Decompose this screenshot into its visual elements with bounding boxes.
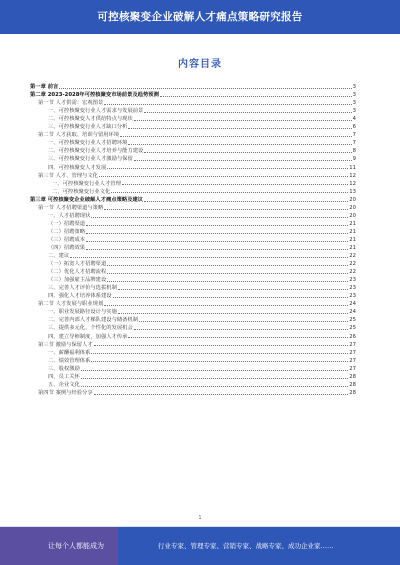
toc-entry-label: 五、企业文化 [48,381,80,388]
toc-entry-page: 12 [349,172,356,179]
toc-entry-page: 23 [349,277,356,284]
toc-dot-leader [104,104,351,105]
table-of-contents [30,82,356,396]
toc-entry-label: 第四节 案例与经验分享 [38,389,93,396]
toc-entry-page: 28 [349,389,356,396]
toc-entry-label: 第二节 人才发展与职业规划 [38,301,104,308]
toc-dot-leader [113,297,349,298]
toc-entry-label: 二、可控核聚变行业人才培养与能力建设 [48,148,144,155]
toc-entry-label: 三、提供多元化、个性化的发展机会 [48,325,133,332]
toc-entry[interactable] [30,331,356,339]
toc-entry-page: 12 [349,180,356,187]
toc-entry-page: 3 [352,84,356,91]
toc-entry[interactable] [30,122,356,130]
toc-entry-page: 4 [352,116,356,123]
toc-entry[interactable] [30,162,356,170]
toc-entry[interactable] [30,348,356,356]
toc-dot-leader [111,192,348,193]
toc-entry-label: 四、强化人才培养体系建设 [48,293,112,300]
toc-dot-leader [134,160,352,161]
toc-entry-page: 27 [349,349,356,356]
toc-dot-leader [81,370,348,371]
toc-entry-page: 3 [352,92,356,99]
toc-entry-label: 二、完善内部人才梯队建设与储备机制 [48,317,139,324]
toc-entry[interactable] [30,130,356,138]
toc-entry[interactable] [30,106,356,114]
toc-entry-label: 第一节 人才招聘渠道与策略 [38,204,104,211]
toc-entry[interactable] [30,251,356,259]
toc-entry-page: 23 [349,293,356,300]
toc-entry-page: 27 [349,357,356,364]
toc-entry[interactable] [30,179,356,187]
toc-entry-page: 11 [349,164,356,171]
toc-entry[interactable] [30,388,356,396]
toc-entry-page: 8 [352,148,356,155]
page-number: 1 [198,515,202,521]
toc-dot-leader [59,88,351,89]
toc-entry-label: （二）招聘策略 [48,228,86,235]
toc-entry[interactable] [30,380,356,388]
toc-entry-label: 四、可控核聚变人才发展 [48,164,107,171]
toc-dot-leader [70,257,348,258]
toc-entry-page: 22 [349,253,356,260]
toc-entry[interactable] [30,291,356,299]
toc-entry-label: 四、员工关怀 [48,373,80,380]
toc-entry[interactable] [30,372,356,380]
toc-entry[interactable] [30,243,356,251]
toc-entry-label: 一、薪酬福利体系 [48,349,91,356]
toc-dot-leader [91,361,348,362]
toc-entry[interactable] [30,267,356,275]
toc-entry-page: 28 [349,373,356,380]
toc-entry-label: 一、可控核聚变行业人才管理 [52,180,121,187]
toc-entry[interactable] [30,203,356,211]
toc-dot-leader [91,353,348,354]
toc-dot-leader [134,329,348,330]
toc-entry-page: 22 [349,261,356,268]
toc-dot-leader [118,289,348,290]
toc-dot-leader [134,120,352,121]
toc-dot-leader [122,184,348,185]
footer-slogan: 让每个人都能成为 [48,542,104,550]
toc-entry-page: 25 [349,325,356,332]
toc-entry[interactable] [30,146,356,154]
report-title: 可控核聚变企业破解人才痛点策略研究报告 [97,11,303,23]
toc-dot-leader [81,386,348,387]
toc-entry[interactable] [30,356,356,364]
toc-dot-leader [99,176,348,177]
toc-entry-page: 27 [349,341,356,348]
toc-entry-label: （三）加强雇主品牌建设 [48,277,107,284]
toc-entry-label: 第一章 前言 [30,84,59,91]
toc-dot-leader [91,217,348,218]
toc-entry[interactable] [30,211,356,219]
toc-dot-leader [144,201,348,202]
toc-entry-page: 21 [349,244,356,251]
header-bar [0,0,400,34]
toc-entry[interactable] [30,114,356,122]
toc-entry-page: 7 [352,132,356,139]
toc-entry-label: 三、可控核聚变行业人才缺口分析 [48,124,128,131]
toc-entry-label: 三、可控核聚变行业人才激励与保留 [48,156,133,163]
toc-entry-page: 3 [352,100,356,107]
toc-entry[interactable] [30,315,356,323]
toc-entry-page: 22 [349,269,356,276]
toc-dot-leader [104,209,348,210]
toc-entry[interactable] [30,98,356,106]
toc-entry-page: 6 [352,124,356,131]
toc-entry[interactable] [30,299,356,307]
toc-entry-label: 二、可控核聚变人才供给特点与现状 [48,116,133,123]
toc-entry-label: （一）拓宽人才招聘渠道 [48,261,107,268]
toc-dot-leader [144,112,351,113]
toc-entry-page: 24 [349,301,356,308]
toc-entry[interactable] [30,235,356,243]
toc-dot-leader [107,273,348,274]
toc-dot-leader [128,337,348,338]
toc-entry[interactable] [30,364,356,372]
toc-entry-label: 第三节 激励与保留人才 [38,341,93,348]
toc-dot-leader [144,152,351,153]
toc-dot-leader [104,305,348,306]
toc-entry-page: 28 [349,381,356,388]
toc-entry-page: 20 [349,204,356,211]
footer-banner [0,527,400,565]
toc-entry[interactable] [30,283,356,291]
toc-entry-page: 20 [349,196,356,203]
toc-dot-leader [94,345,349,346]
toc-dot-leader [128,144,351,145]
toc-dot-leader [86,249,348,250]
toc-entry[interactable] [30,154,356,162]
toc-entry-label: （一）招聘渠道 [48,220,86,227]
toc-entry-page: 23 [349,285,356,292]
toc-entry-label: 第一节 人才供需：宏观图景 [38,100,104,107]
toc-entry-label: 四、建立导师制度，加强人才传承 [48,333,128,340]
toc-entry-page: 21 [349,220,356,227]
toc-entry[interactable] [30,195,356,203]
toc-dot-leader [128,128,351,129]
toc-entry-page: 26 [349,333,356,340]
toc-dot-leader [86,241,348,242]
toc-entry[interactable] [30,275,356,283]
toc-dot-leader [107,265,348,266]
toc-entry-label: 一、职业发展路径设计与实施 [48,309,117,316]
toc-entry[interactable] [30,138,356,146]
toc-entry-label: 一、可控核聚变行业人才招聘环境 [48,140,128,147]
toc-entry[interactable] [30,90,356,98]
toc-entry-label: 一、可控核聚变行业人才需求与发展前景 [48,108,144,115]
toc-entry[interactable] [30,227,356,235]
toc-entry-label: （四）招聘效果 [48,244,86,251]
toc-entry-page: 27 [349,365,356,372]
toc-entry[interactable] [30,187,356,195]
toc-dot-leader [120,136,351,137]
toc-entry[interactable] [30,219,356,227]
toc-entry-page: 7 [352,140,356,147]
toc-entry-page: 21 [349,228,356,235]
toc-entry[interactable] [30,323,356,331]
toc-entry-label: （三）招聘成本 [48,236,86,243]
toc-entry-page: 20 [349,212,356,219]
toc-entry[interactable] [30,259,356,267]
toc-entry[interactable] [30,307,356,315]
toc-dot-leader [94,394,349,395]
toc-entry-label: 第二节 人才获取、培训与留用环境 [38,132,120,139]
toc-entry[interactable] [30,171,356,179]
toc-dot-leader [86,225,348,226]
toc-dot-leader [81,378,348,379]
toc-dot-leader [107,281,348,282]
toc-dot-leader [118,313,348,314]
toc-heading: 内容目录 [178,59,222,70]
toc-entry-page: 9 [352,156,356,163]
toc-entry-page: 24 [349,309,356,316]
toc-entry[interactable] [30,82,356,90]
toc-entry-label: 二、绩效管理体系 [48,357,91,364]
toc-dot-leader [160,96,352,97]
toc-entry-label: （二）优化人才招聘流程 [48,269,107,276]
toc-entry-page: 25 [349,317,356,324]
toc-dot-leader [107,168,348,169]
toc-entry-label: 第三节 人才、管理与文化 [38,172,98,179]
footer-roles: 行业专家、管理专家、营销专家、战略专家、成功企业家…… [158,542,334,550]
toc-entry-page: 3 [352,108,356,115]
toc-entry-label: 第二章 2023-2028年可控核聚变市场前景及趋势预测 [30,92,159,99]
toc-entry-label: 第三章 可控核聚变企业破解人才痛点策略及建议 [30,196,144,203]
toc-dot-leader [139,321,348,322]
toc-entry-label: 三、完善人才评价与选拔机制 [48,285,117,292]
toc-entry-label: 二、可控核聚变行业文化 [52,188,111,195]
toc-entry-page: 21 [349,236,356,243]
toc-entry[interactable] [30,340,356,348]
toc-entry-label: 二、建议 [48,253,70,260]
toc-dot-leader [86,233,348,234]
toc-entry-label: 一、人才招聘现状 [48,212,91,219]
toc-entry-page: 13 [349,188,356,195]
toc-entry-label: 三、股权激励 [48,365,80,372]
